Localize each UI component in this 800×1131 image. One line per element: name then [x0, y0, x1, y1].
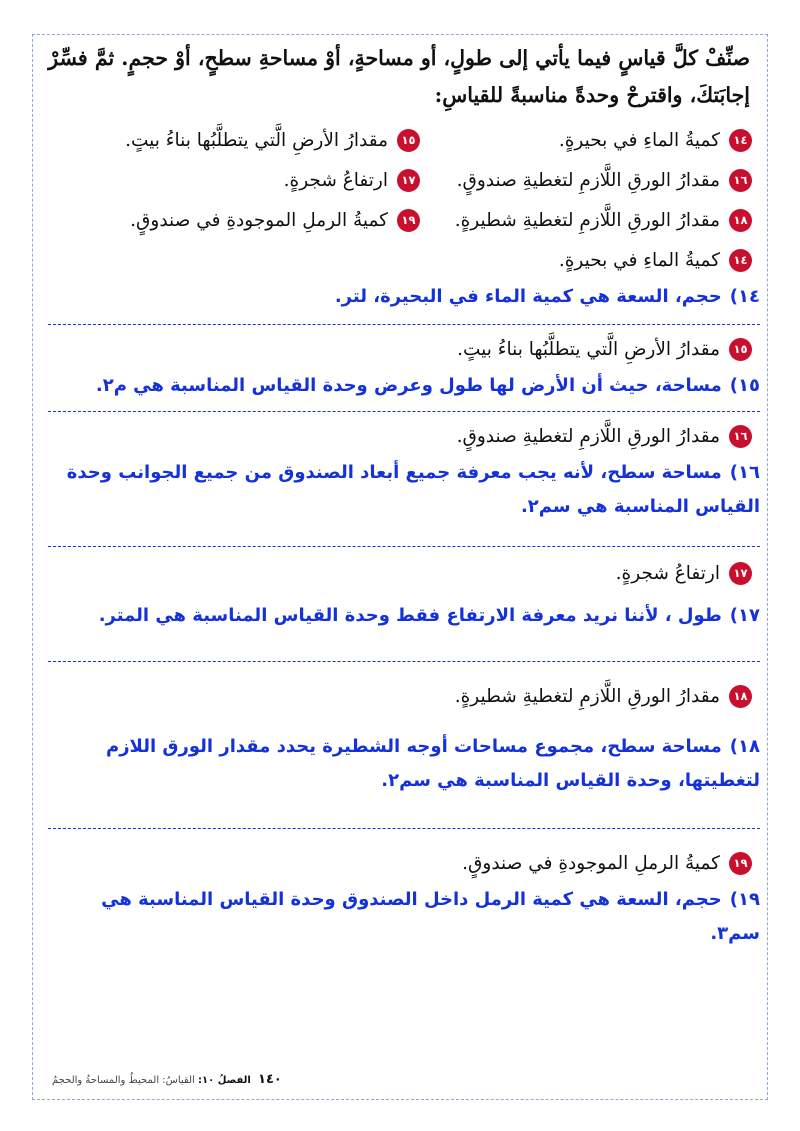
divider: [48, 661, 760, 662]
page-footer: [52, 1072, 282, 1087]
divider: [48, 411, 760, 412]
divider: [48, 828, 760, 829]
number-badge: ١٦: [729, 425, 752, 448]
number-badge: ١٤: [729, 249, 752, 272]
chapter-label: الفصلُ ١٠:: [198, 1075, 251, 1086]
instructions: صنِّفْ كلَّ قياسٍ فيما يأتي إلى طولٍ، أو مساحةٍ، أوْ مساحةِ سطحٍ، أوْ حجمٍ. ثمَّ فسِّرْ إجابَتكَ، واقترحْ وحدةً مناسبةً للقياسِ:: [48, 46, 750, 107]
solution-answer: ١٥)مساحة، حيث أن الأرض لها طول وعرض وحدة القياس المناسبة هي م٢.: [95, 375, 760, 396]
number-badge: ١٨: [729, 209, 752, 232]
divider: [48, 546, 760, 547]
solution-answer: ١٦)مساحة سطح، لأنه يجب معرفة جميع أبعاد الصندوق من جميع الجوانب وحدة القياس المناسبة هي سم٢.: [66, 462, 760, 517]
number-badge: ١٨: [729, 685, 752, 708]
chapter-title: القياسُ: المحيطُ والمساحةُ والحجمُ: [52, 1075, 195, 1086]
exercise-item: ١٤ كميةُ الماءِ في بحيرةٍ.: [420, 120, 752, 160]
number-badge: ١٧: [397, 169, 420, 192]
page-number: ١٤٠: [258, 1072, 282, 1087]
exercise-item: ١٦ مقدارُ الورقِ اللَّازمِ لتغطيةِ صندوقٍ.: [420, 160, 752, 200]
exercise-item: ١٥ مقدارُ الأرضِ الَّتي يتطلَّبُها بناءُ بيتٍ.: [48, 120, 420, 160]
solution-question: ١٩ كميةُ الرملِ الموجودةِ في صندوقٍ.: [48, 843, 760, 883]
exercise-item: ١٧ ارتفاعُ شجرةٍ.: [48, 160, 420, 200]
divider: [48, 324, 760, 325]
solution-question: ١٦ مقدارُ الورقِ اللَّازمِ لتغطيةِ صندوقٍ.: [48, 416, 760, 456]
number-badge: ١٥: [397, 129, 420, 152]
worksheet: [48, 40, 760, 951]
solution-question: ١٥ مقدارُ الأرضِ الَّتي يتطلَّبُها بناءُ بيتٍ.: [48, 329, 760, 369]
solution-answer: ١٧)طول ، لأننا نريد معرفة الارتفاع فقط وحدة القياس المناسبة هي المتر.: [98, 605, 760, 626]
solution-question: ١٤ كميةُ الماءِ في بحيرةٍ.: [48, 240, 760, 280]
solution-answer: ١٨)مساحة سطح، مجموع مساحات أوجه الشطيرة يحدد مقدار الورق اللازم لتغطيتها، وحدة القياس المناسبة هي سم٢.: [106, 736, 760, 791]
number-badge: ١٩: [729, 852, 752, 875]
exercise-item: ١٩ كميةُ الرملِ الموجودةِ في صندوقٍ.: [48, 200, 420, 240]
number-badge: ١٥: [729, 338, 752, 361]
solution-answer: ١٩)حجم، السعة هي كمية الرمل داخل الصندوق وحدة القياس المناسبة هي سم٣.: [101, 889, 760, 944]
number-badge: ١٩: [397, 209, 420, 232]
exercise-list: [48, 120, 760, 240]
solution-answer: ١٤)حجم، السعة هي كمية الماء في البحيرة، لتر.: [334, 286, 760, 307]
solution-question: ١٧ ارتفاعُ شجرةٍ.: [48, 553, 760, 593]
number-badge: ١٧: [729, 562, 752, 585]
solution-question: ١٨ مقدارُ الورقِ اللَّازمِ لتغطيةِ شطيرةٍ.: [48, 676, 760, 716]
exercise-item: ١٨ مقدارُ الورقِ اللَّازمِ لتغطيةِ شطيرةٍ.: [420, 200, 752, 240]
number-badge: ١٤: [729, 129, 752, 152]
number-badge: ١٦: [729, 169, 752, 192]
